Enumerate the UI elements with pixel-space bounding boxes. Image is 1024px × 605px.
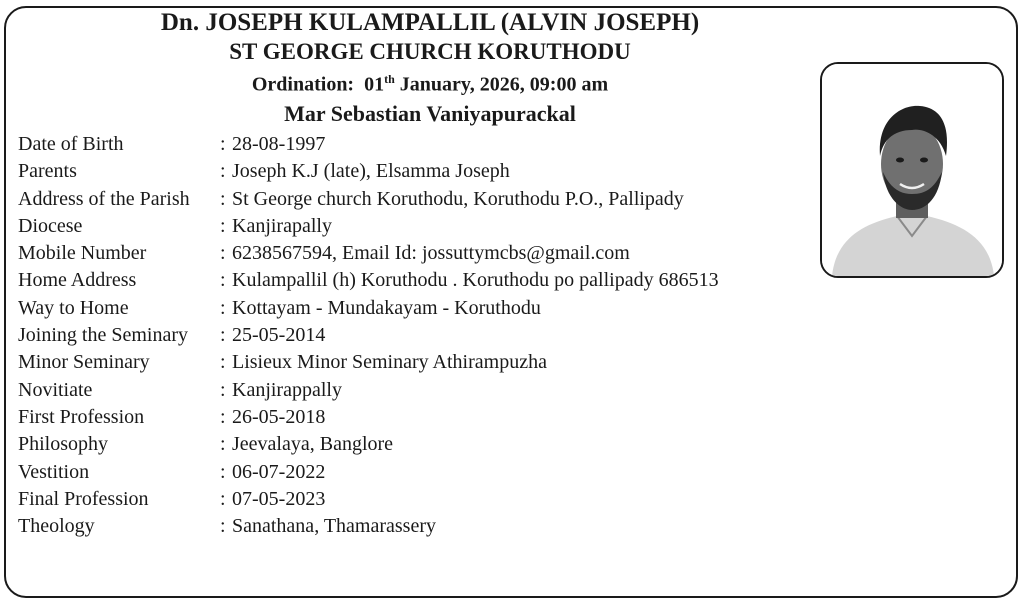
detail-separator: : [220, 487, 226, 510]
detail-label: Philosophy [18, 433, 109, 456]
portrait-photo [820, 62, 1004, 278]
detail-separator: : [220, 187, 226, 210]
detail-value: Jeevalaya, Banglore [232, 433, 394, 456]
detail-value: 25-05-2014 [232, 324, 326, 347]
detail-label: Minor Seminary [18, 351, 150, 374]
detail-label: Final Profession [18, 487, 149, 510]
detail-separator: : [220, 133, 226, 155]
church-name: ST GEORGE CHURCH KORUTHODU [229, 39, 631, 64]
detail-separator: : [220, 460, 226, 483]
ordination-date-time: January, 2026, 09:00 am [399, 73, 609, 96]
detail-value: 07-05-2023 [232, 487, 326, 510]
detail-separator: : [220, 515, 226, 538]
detail-value: Joseph K.J (late), Elsamma Joseph [232, 160, 510, 183]
detail-separator: : [220, 378, 226, 401]
detail-row [18, 377, 719, 404]
detail-row [18, 267, 719, 294]
ordination-day-suffix: th [384, 72, 395, 86]
detail-value: Kottayam - Mundakayam - Koruthodu [232, 296, 541, 319]
detail-label: Address of the Parish [18, 187, 190, 210]
detail-separator: : [220, 269, 226, 292]
detail-label: Date of Birth [18, 133, 124, 155]
detail-separator: : [220, 351, 226, 374]
details-list [18, 131, 719, 540]
portrait-image [822, 64, 1002, 276]
detail-label: Parents [18, 160, 77, 183]
detail-label: Mobile Number [18, 242, 147, 265]
detail-row [18, 322, 719, 349]
detail-label: Way to Home [18, 296, 129, 319]
detail-label: Novitiate [18, 378, 93, 401]
bishop-name: Mar Sebastian Vaniyapurackal [284, 100, 576, 126]
detail-value: Lisieux Minor Seminary Athirampuzha [232, 351, 547, 374]
detail-row [18, 513, 719, 540]
detail-separator: : [220, 405, 226, 428]
detail-label: Joining the Seminary [18, 324, 188, 347]
ordination-label: Ordination: [251, 73, 355, 96]
detail-value: 6238567594, Email Id: jossuttymcbs@gmail.com [232, 242, 630, 265]
detail-label: Theology [18, 515, 95, 538]
detail-value: 06-07-2022 [232, 460, 326, 483]
detail-value: 28-08-1997 [232, 133, 326, 155]
detail-row [18, 158, 719, 185]
detail-separator: : [220, 296, 226, 319]
detail-label: Diocese [18, 214, 83, 237]
detail-value: Kanjirapally [232, 214, 332, 237]
detail-row [18, 486, 719, 513]
detail-value: Sanathana, Thamarassery [232, 515, 436, 538]
detail-separator: : [220, 242, 226, 265]
detail-value: Kanjirappally [232, 378, 342, 401]
detail-separator: : [220, 324, 226, 347]
detail-row [18, 186, 719, 213]
header [0, 8, 860, 128]
detail-separator: : [220, 214, 226, 237]
detail-separator: : [220, 160, 226, 183]
detail-row [18, 240, 719, 267]
detail-row [18, 459, 719, 486]
detail-row [18, 349, 719, 376]
detail-value: St George church Koruthodu, Koruthodu P.O., Pallipady [232, 187, 684, 210]
detail-row [18, 431, 719, 458]
deacon-name: Dn. JOSEPH KULAMPALLIL (ALVIN JOSEPH) [160, 9, 700, 36]
detail-label: First Profession [18, 405, 145, 428]
detail-separator: : [220, 433, 226, 456]
detail-row [18, 131, 719, 158]
ordination-line [0, 66, 860, 99]
detail-row [18, 213, 719, 240]
ordination-day: 01 [364, 73, 385, 96]
detail-label: Home Address [18, 269, 137, 292]
detail-row [18, 404, 719, 431]
detail-label: Vestition [18, 460, 90, 483]
detail-value: 26-05-2018 [232, 405, 326, 428]
detail-value: Kulampallil (h) Koruthodu . Koruthodu po pallipady 686513 [232, 269, 719, 292]
detail-row [18, 295, 719, 322]
